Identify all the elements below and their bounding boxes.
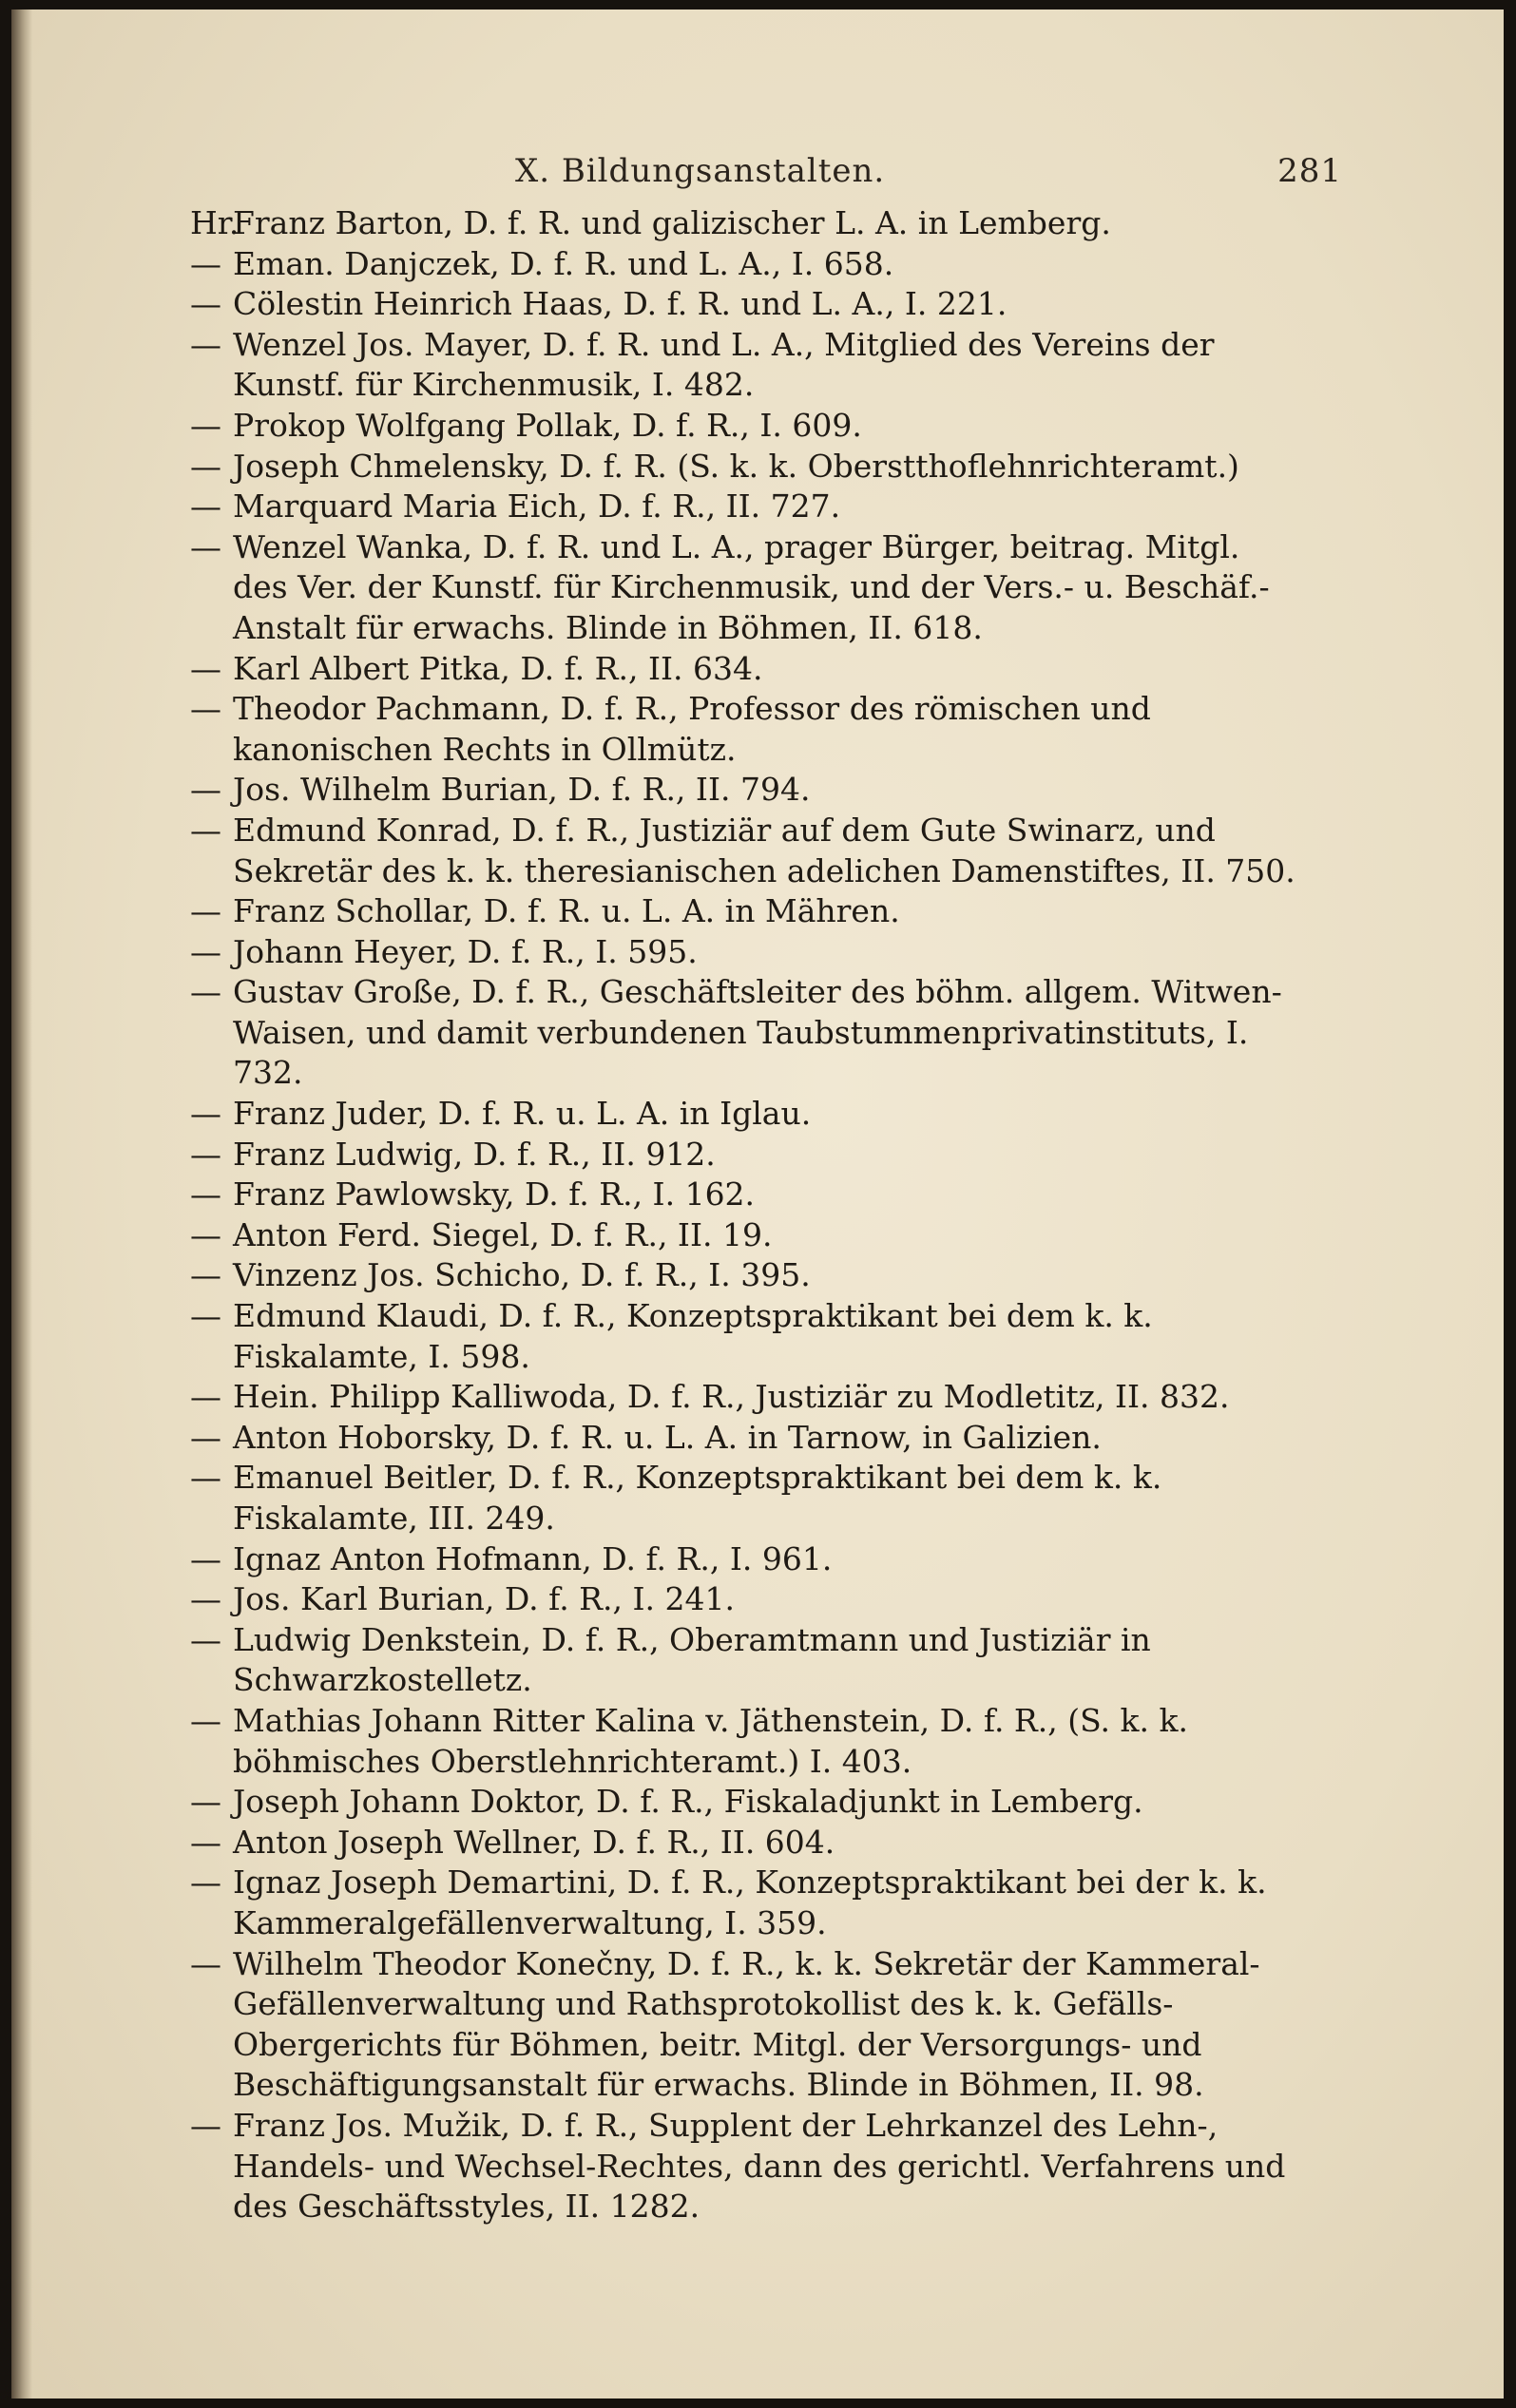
entry-lead: — [190,1378,221,1416]
entry-text: Anton Ferd. Siegel, D. f. R., II. 19. [233,1215,773,1253]
entry-lead: — [190,932,221,970]
entry-text: Franz Juder, D. f. R. u. L. A. in Iglau. [233,1095,812,1133]
entry-lead: — [190,447,221,485]
entry-lead: — [190,811,221,849]
entry-text: Cölestin Heinrich Haas, D. f. R. und L. A., I. 221. [233,285,1007,323]
list-item [190,1215,1304,1256]
entry-text: Franz Barton, D. f. R. und galizischer L. A. in Lemberg. [233,204,1111,241]
entry-lead: — [190,1215,221,1253]
list-item [190,1944,1304,2106]
list-item [190,1863,1304,1943]
entry-text: Gustav Große, D. f. R., Geschäftsleiter des böhm. allgem. Witwen- Waisen, und damit verbundenen Taubstummenprivatinstituts, I. 732. [233,973,1282,1092]
entry-text: Eman. Danjczek, D. f. R. und L. A., I. 658. [233,244,894,282]
entry-text: Johann Heyer, D. f. R., I. 595. [233,932,698,970]
list-item [190,1701,1304,1782]
list-item [190,1823,1304,1863]
entry-lead: — [190,973,221,1011]
book-spine-shadow [11,10,32,2398]
entry-lead: — [190,325,221,363]
entry-text: Ignaz Joseph Demartini, D. f. R., Konzeptspraktikant bei der k. k. Kammeralgefällenverwaltung, I. 359. [233,1863,1267,1941]
entry-text: Hein. Philipp Kalliwoda, D. f. R., Justiziär zu Modletitz, II. 832. [233,1378,1230,1416]
list-item [190,1539,1304,1580]
entry-lead: — [190,1135,221,1173]
list-item [190,244,1304,285]
entry-lead: Hr. [190,204,240,241]
entry-lead: — [190,1701,221,1739]
list-item [190,649,1304,690]
entry-lead: — [190,487,221,526]
list-item [190,2106,1304,2227]
entry-text: Jos. Karl Burian, D. f. R., I. 241. [233,1580,735,1618]
entry-lead: — [190,406,221,444]
entry-text: Edmund Konrad, D. f. R., Justiziär auf dem Gute Swinarz, und Sekretär des k. k. theresianischen adelichen Damenstiftes, II. 750. [233,811,1295,889]
entry-lead: — [190,1944,221,1982]
entry-lead: — [190,771,221,809]
list-item [190,1094,1304,1135]
list-item [190,932,1304,973]
entry-text: Emanuel Beitler, D. f. R., Konzeptspraktikant bei dem k. k. Fiskalamte, III. 249. [233,1459,1162,1537]
entry-text: Wilhelm Theodor Konečny, D. f. R., k. k. Sekretär der Kammeral-Gefällenverwaltung und Rathsprotokollist des k. k. Gefälls-Obergerichts für Böhmen, beitr. Mitgl. der Versorgungs- und Beschäftigungsanstalt für erwachs. Blinde in Böhmen, II. 98. [233,1944,1260,2104]
list-item [190,1782,1304,1823]
entry-lead: — [190,1459,221,1497]
entry-text: Ignaz Anton Hofmann, D. f. R., I. 961. [233,1539,833,1577]
list-item [190,689,1304,770]
entry-lead: — [190,1823,221,1861]
entry-lead: — [190,2106,221,2144]
entry-text: Franz Ludwig, D. f. R., II. 912. [233,1135,716,1173]
entry-text: Joseph Chmelensky, D. f. R. (S. k. k. Oberstthoflehnrichteramt.) [233,447,1239,485]
entry-text: Edmund Klaudi, D. f. R., Konzeptspraktikant bei dem k. k. Fiskalamte, I. 598. [233,1297,1153,1375]
entry-lead: — [190,1418,221,1456]
book-page [11,10,1504,2398]
entry-lead: — [190,1863,221,1902]
entry-list [190,203,1304,2227]
list-item [190,1620,1304,1701]
entry-text: Joseph Johann Doktor, D. f. R., Fiskaladjunkt in Lemberg. [233,1783,1143,1821]
list-item [190,1377,1304,1418]
list-item [190,1418,1304,1459]
running-header [515,152,1342,190]
list-item [190,1296,1304,1377]
entry-lead: — [190,690,221,728]
list-item [190,487,1304,527]
entry-text: Vinzenz Jos. Schicho, D. f. R., I. 395. [233,1256,811,1294]
list-item [190,406,1304,447]
entry-lead: — [190,285,221,323]
list-item [190,972,1304,1094]
entry-text: Marquard Maria Eich, D. f. R., II. 727. [233,487,841,526]
list-item [190,1175,1304,1215]
entry-text: Theodor Pachmann, D. f. R., Professor des römischen und kanonischen Rechts in Ollmütz. [233,690,1151,768]
entry-lead: — [190,1620,221,1658]
list-item [190,1255,1304,1296]
list-item [190,284,1304,325]
entry-text: Prokop Wolfgang Pollak, D. f. R., I. 609. [233,406,862,444]
entry-lead: — [190,1539,221,1577]
list-item [190,447,1304,487]
list-item [190,1135,1304,1175]
chapter-title: X. Bildungsanstalten. [515,152,886,190]
list-item [190,1458,1304,1538]
entry-lead: — [190,1580,221,1618]
entry-text: Franz Pawlowsky, D. f. R., I. 162. [233,1175,756,1214]
entry-text: Karl Albert Pitka, D. f. R., II. 634. [233,649,763,687]
list-item [190,891,1304,932]
entry-lead: — [190,1297,221,1335]
entry-text: Wenzel Wanka, D. f. R. und L. A., prager Bürger, beitrag. Mitgl. des Ver. der Kunstf. für Kirchenmusik, und der Vers.- u. Beschäf.-Anstalt für erwachs. Blinde in Böhmen, II. 618. [233,527,1270,646]
list-item [190,527,1304,649]
entry-text: Jos. Wilhelm Burian, D. f. R., II. 794. [233,771,811,809]
entry-text: Anton Hoborsky, D. f. R. u. L. A. in Tarnow, in Galizien. [233,1418,1102,1456]
list-item [190,770,1304,811]
entry-lead: — [190,1783,221,1821]
entry-lead: — [190,244,221,282]
entry-text: Franz Jos. Mužik, D. f. R., Supplent der Lehrkanzel des Lehn-, Handels- und Wechsel-Rechtes, dann des gerichtl. Verfahrens und des Geschäftsstyles, II. 1282. [233,2106,1286,2226]
list-item [190,811,1304,891]
entry-text: Wenzel Jos. Mayer, D. f. R. und L. A., Mitglied des Vereins der Kunstf. für Kirchenmusik, I. 482. [233,325,1215,404]
entry-lead: — [190,649,221,687]
entry-text: Anton Joseph Wellner, D. f. R., II. 604. [233,1823,835,1861]
list-item [190,325,1304,406]
list-item [190,203,1304,244]
page-number: 281 [1277,152,1342,190]
entry-text: Franz Schollar, D. f. R. u. L. A. in Mähren. [233,892,900,930]
entry-lead: — [190,527,221,565]
entry-lead: — [190,1095,221,1133]
entry-text: Ludwig Denkstein, D. f. R., Oberamtmann und Justiziär in Schwarzkostelletz. [233,1620,1151,1699]
entry-text: Mathias Johann Ritter Kalina v. Jäthenstein, D. f. R., (S. k. k. böhmisches Oberstlehnrichteramt.) I. 403. [233,1701,1188,1780]
entry-lead: — [190,1256,221,1294]
list-item [190,1579,1304,1620]
entry-lead: — [190,1175,221,1214]
entry-lead: — [190,892,221,930]
